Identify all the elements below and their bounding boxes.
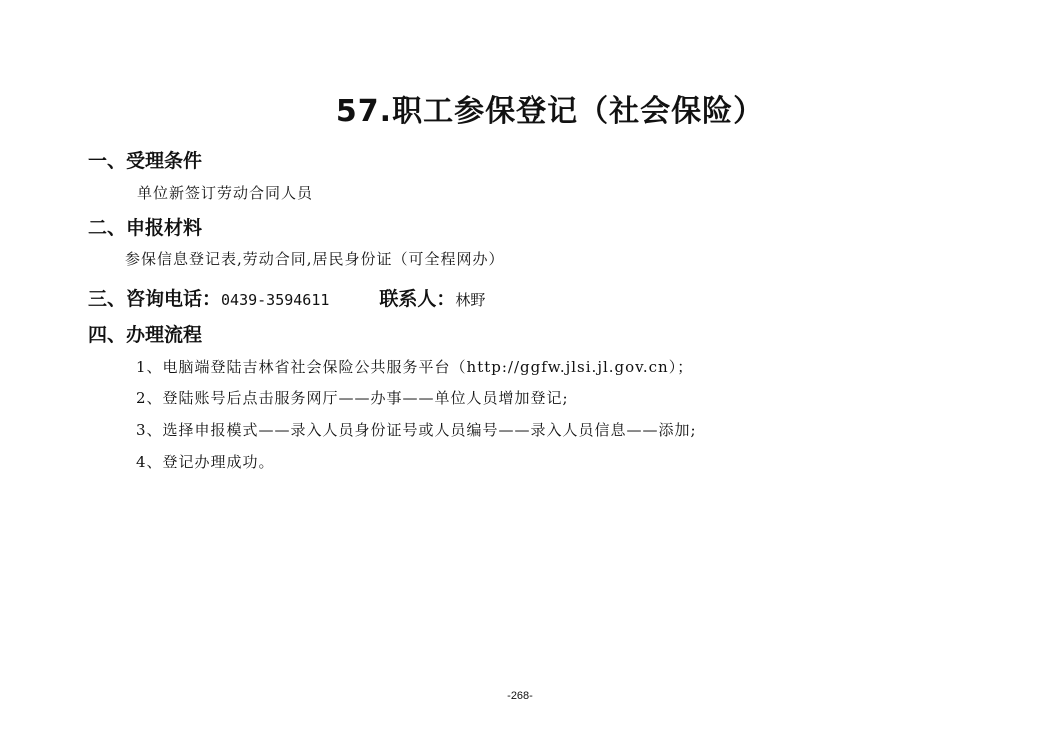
materials-text: 参保信息登记表,劳动合同,居民身份证（可全程网办） (125, 250, 505, 268)
section-heading-conditions: 一、受理条件 (88, 150, 203, 172)
contact-name: 林野 (455, 291, 486, 309)
process-step: 4、登记办理成功。 (136, 453, 275, 471)
section-heading-consult: 三、咨询电话： (88, 288, 222, 310)
page-number: -268- (507, 690, 533, 702)
consult-phone: 0439-3594611 (221, 291, 330, 309)
section-heading-materials: 二、申报材料 (88, 217, 203, 239)
section-heading-process: 四、办理流程 (88, 324, 203, 346)
process-step: 1、电脑端登陆吉林省社会保险公共服务平台（http://ggfw.jlsi.jl.gov.cn）； (136, 358, 694, 376)
section-consult (88, 284, 485, 311)
page-title: 57.职工参保登记（社会保险） (335, 94, 765, 129)
contact-label: 联系人： (379, 288, 456, 310)
conditions-text: 单位新签订劳动合同人员 (137, 184, 314, 202)
process-step: 2、登陆账号后点击服务网厅——办事——单位人员增加登记; (136, 389, 569, 407)
process-step: 3、选择申报模式——录入人员身份证号或人员编号——录入人员信息——添加; (136, 421, 697, 439)
